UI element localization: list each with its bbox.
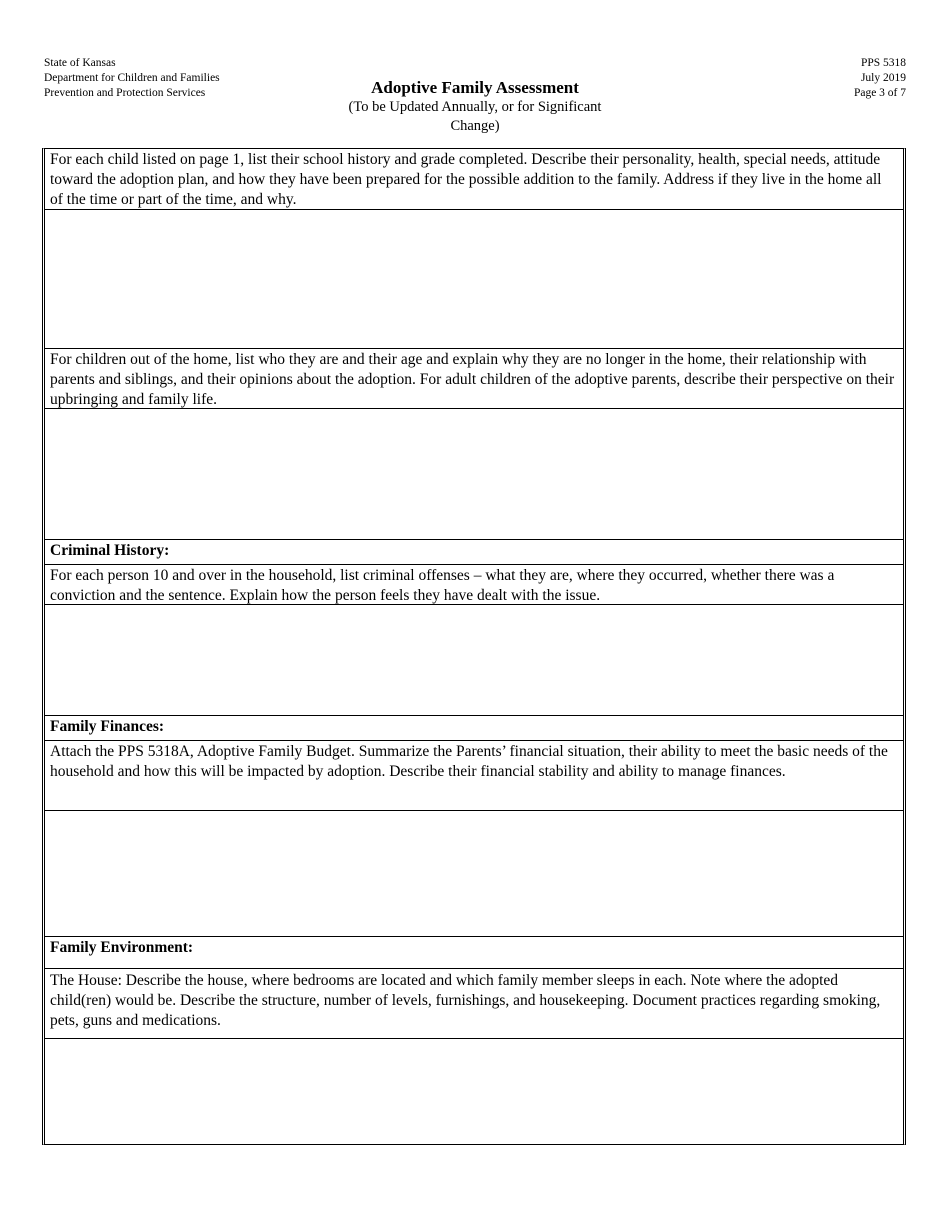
- agency-department: Department for Children and Families: [44, 72, 220, 84]
- form-title-block: [300, 78, 650, 136]
- form-revision-date: July 2019: [860, 72, 906, 84]
- criminal-history-prompt: For each person 10 and over in the household, list criminal offenses – what they are, where they occurred, whether there was a conviction and the sentence. Explain how the person feels they have dealt with the issue.: [45, 565, 903, 605]
- page-number: Page 3 of 7: [853, 87, 906, 99]
- agency-division: Prevention and Protection Services: [44, 87, 206, 99]
- criminal-history-response-field[interactable]: [45, 605, 903, 716]
- the-house-response-field[interactable]: [45, 1039, 903, 1144]
- assessment-form: [42, 148, 906, 1145]
- form-number: PPS 5318: [860, 57, 906, 69]
- the-house-prompt: The House: Describe the house, where bedrooms are located and which family member sleeps in each. Note where the adopted child(ren) would be. Describe the structure, number of levels, furnishings, and housekeeping. Document practices regarding smoking, pets, guns and medications.: [45, 969, 903, 1039]
- children-out-of-home-prompt: For children out of the home, list who they are and their age and explain why they are no longer in the home, their relationship with parents and siblings, and their opinions about the adoption. For adult children of the adoptive parents, describe their perspective on their upbringing and family life.: [45, 349, 903, 409]
- children-in-home-prompt: For each child listed on page 1, list their school history and grade completed. Describe their personality, health, special needs, attitude toward the adoption plan, and how they have been prepared for the possible addition to the family. Address if they live in the home all of the time or part of the time, and why.: [45, 149, 903, 210]
- agency-header: [44, 56, 220, 101]
- family-finances-heading: Family Finances:: [45, 716, 903, 741]
- children-in-home-response-field[interactable]: [45, 210, 903, 349]
- form-title: Adoptive Family Assessment: [371, 78, 579, 97]
- criminal-history-heading: Criminal History:: [45, 540, 903, 565]
- form-subtitle-line2: Change): [450, 118, 500, 134]
- family-finances-prompt: Attach the PPS 5318A, Adoptive Family Budget. Summarize the Parents’ financial situation, their ability to meet the basic needs of the household and how this will be impacted by adoption. Describe their financial stability and ability to manage finances.: [45, 741, 903, 811]
- form-subtitle-line1: (To be Updated Annually, or for Significant: [348, 99, 602, 115]
- children-out-of-home-response-field[interactable]: [45, 409, 903, 540]
- form-info-header: [854, 56, 906, 101]
- agency-state: State of Kansas: [44, 57, 116, 69]
- family-finances-response-field[interactable]: [45, 811, 903, 937]
- family-environment-heading: Family Environment:: [45, 937, 903, 969]
